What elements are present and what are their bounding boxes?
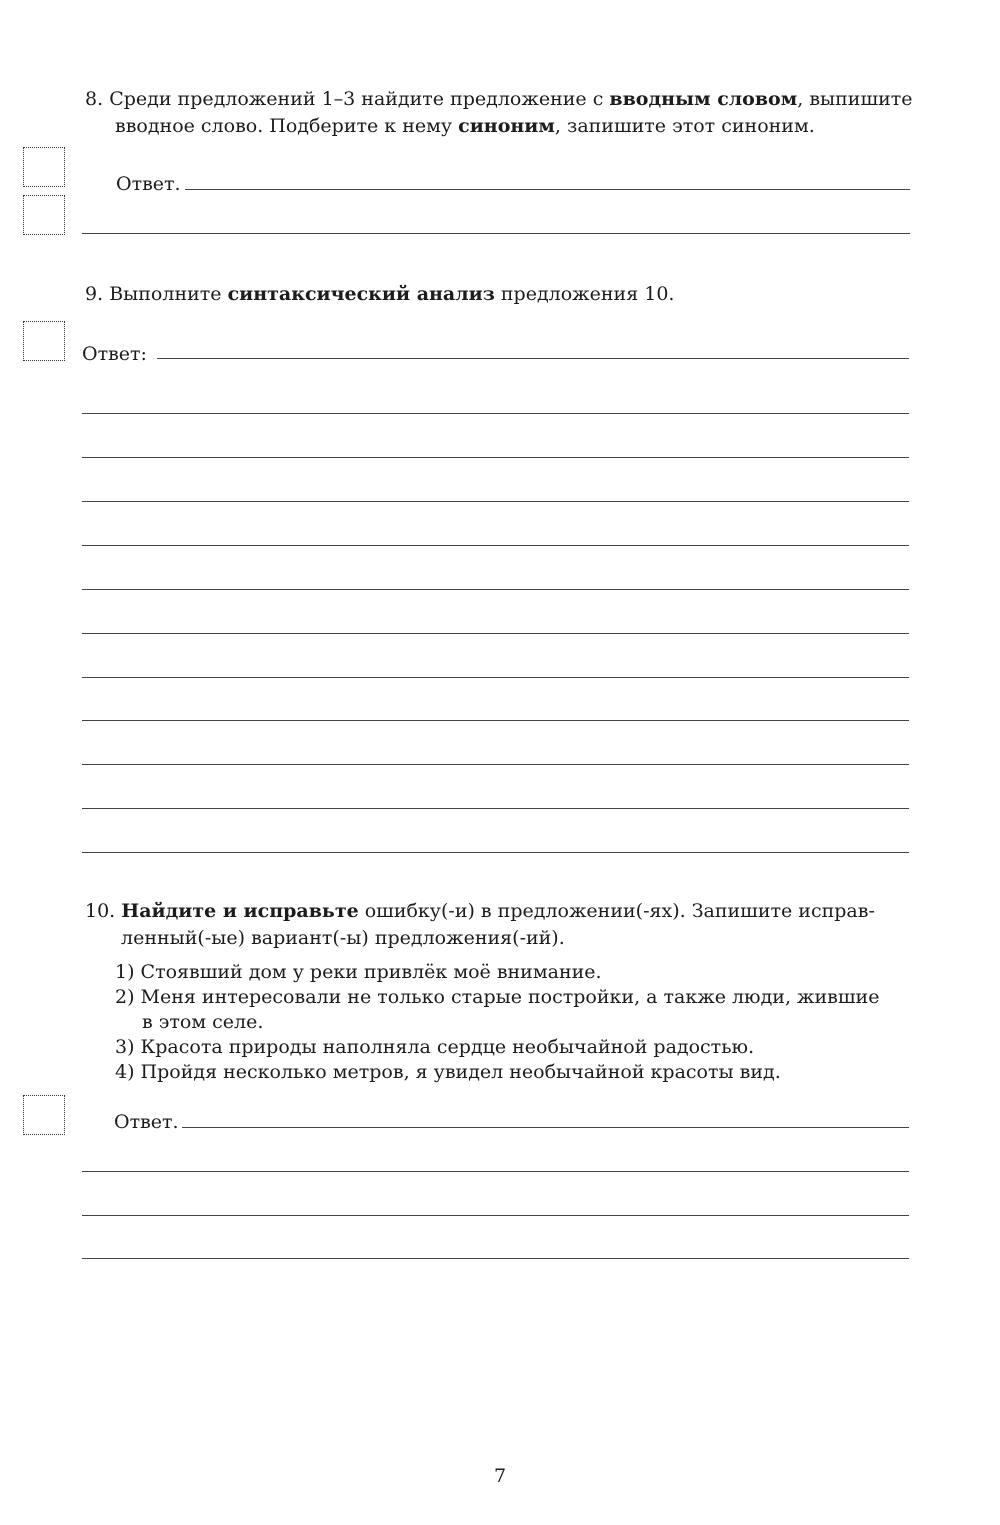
task-8-answer-line-1[interactable] [185,189,910,190]
task-9-score-box[interactable] [23,321,65,361]
task-10-answer-line-1[interactable] [182,1127,909,1128]
task-9-answer-line[interactable] [82,808,909,809]
task-9-answer-line[interactable] [82,501,909,502]
task-9-answer-line[interactable] [82,677,909,678]
task-9-answer-line[interactable] [82,720,909,721]
task-10-number: 10. [85,900,116,922]
task-9-answer-label: Ответ: [82,343,147,365]
task-8-answer-label: Ответ. [116,173,181,195]
task-9-answer-line[interactable] [82,589,909,590]
page-number: 7 [493,1465,507,1487]
task-10-option-3: 3) Красота природы наполняла сердце необычайной радостью. [115,1036,755,1058]
task-9-prompt: 9. Выполните синтаксический анализ предложения 10. [85,283,675,305]
task-8-score-box-2[interactable] [23,195,65,235]
task-10-answer-label: Ответ. [114,1111,179,1133]
task-9-answer-line-1[interactable] [157,358,909,359]
task-8-number: 8. [85,88,104,110]
task-8-score-box-1[interactable] [23,147,65,187]
task-10-option-2-cont: в этом селе. [142,1011,264,1033]
task-9-answer-line[interactable] [82,852,909,853]
task-9-answer-line[interactable] [82,633,909,634]
task-9-answer-line[interactable] [82,545,909,546]
task-10-option-2: 2) Меня интересовали не только старые постройки, а также люди, жившие [115,986,880,1008]
task-10-prompt: 10. Найдите и исправьте ошибку(-и) в предложении(-ях). Запишите исправ- ленный(-ые) вариант(-ы) предложения(-ий). [85,900,875,949]
task-9-answer-line[interactable] [82,457,909,458]
task-9-answer-line[interactable] [82,413,909,414]
task-10-answer-line[interactable] [82,1258,909,1259]
task-10-option-4: 4) Пройдя несколько метров, я увидел необычайной красоты вид. [115,1061,781,1083]
task-9-answer-line[interactable] [82,764,909,765]
task-10-option-1: 1) Стоявший дом у реки привлёк моё внимание. [115,961,602,983]
task-10-answer-line[interactable] [82,1215,909,1216]
task-8-prompt: 8. Среди предложений 1–3 найдите предложение с вводным словом, выпишите вводное слово. Подберите к нему синоним, запишите этот синоним. [85,88,913,137]
task-10-answer-line[interactable] [82,1171,909,1172]
task-8-answer-line-2[interactable] [82,233,910,234]
task-10-score-box[interactable] [23,1095,65,1135]
task-9-number: 9. [85,283,104,305]
